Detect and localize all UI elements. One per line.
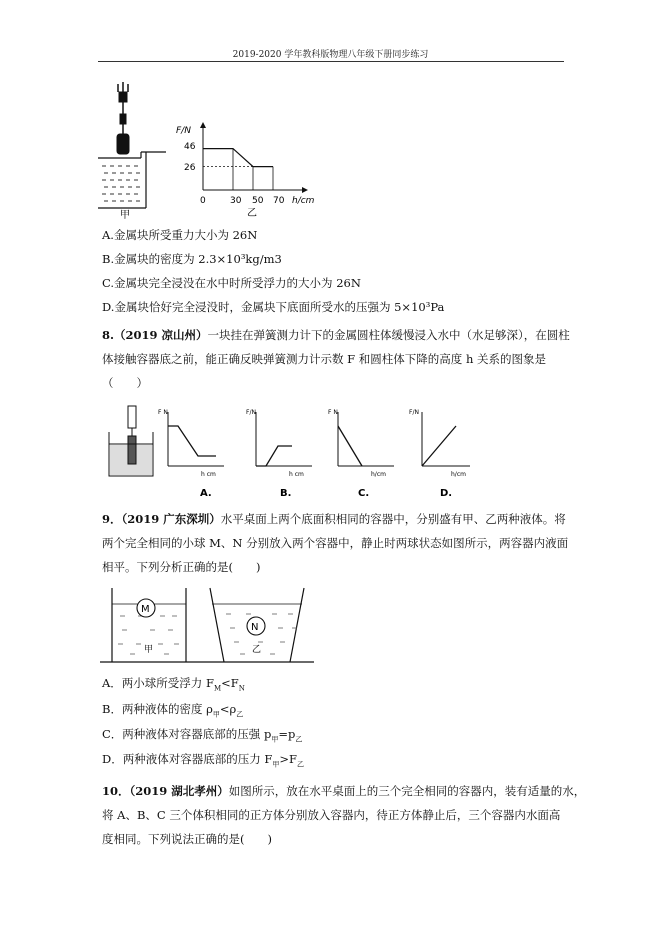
- q8-b-y-label: F/N: [246, 409, 256, 416]
- left-figure-label: 甲: [120, 210, 130, 220]
- y-axis-label: F/N: [176, 126, 191, 136]
- x-axis-label: h/cm: [292, 196, 315, 206]
- page-header: 2019-2020 学年教科版物理八年级下册同步练习: [232, 50, 429, 60]
- q10-line-1: [102, 784, 585, 798]
- y-tick-26: 26: [184, 163, 196, 173]
- f-h-graph: [176, 122, 315, 219]
- q9-option-a: A．两小球所受浮力 $F_M<F_N$: [102, 676, 245, 693]
- q8-c-x-label: h/cm: [371, 471, 386, 478]
- q8-line-1: [102, 328, 570, 342]
- q8-graph-b: [256, 412, 312, 466]
- q10-number: 10．: [102, 784, 130, 798]
- q8-a-x-label: h cm: [201, 471, 216, 478]
- ball-m-label: M: [141, 604, 150, 615]
- q10-source: （2019 湖北孝州）: [129, 784, 229, 798]
- q8-graph-d: [422, 412, 470, 466]
- q9-line-1: [102, 512, 566, 526]
- q8-line-3: （ ）: [102, 376, 148, 390]
- q7-option-a: A.金属块所受重力大小为 26N: [102, 228, 258, 242]
- q9-number: 9．: [102, 512, 122, 526]
- liquid-b-label: 乙: [252, 645, 262, 655]
- q7-option-b: B.金属块的密度为 2.3×10³kg/m3: [102, 252, 282, 266]
- q9-option-b: B．两种液体的密度 $\rho_甲<\rho_乙$: [102, 702, 244, 719]
- spring-scale-apparatus: [117, 82, 129, 154]
- q8-graph-a: [168, 412, 224, 466]
- f-h-series-line: [203, 149, 273, 167]
- x-tick-30: 30: [230, 196, 242, 206]
- x-tick-50: 50: [252, 196, 264, 206]
- q8-label-c: C.: [358, 488, 370, 499]
- q9-option-c: C．两种液体对容器底部的压强 $p_甲=p_乙$: [102, 727, 303, 744]
- ball-n-label: N: [251, 622, 259, 633]
- q9-source: （2019 广东深圳）: [121, 512, 221, 526]
- q8-figures: [106, 404, 476, 504]
- q8-a-y-label: F N: [158, 409, 168, 416]
- right-figure-label: 乙: [247, 208, 257, 219]
- x-tick-0: 0: [200, 196, 206, 206]
- q10-line-2: 将 A、B、C 三个体积相同的正方体分别放入容器内，待正方体静止后，三个容器内水面高: [102, 808, 561, 822]
- q9-line-2: 两个完全相同的小球 M、N 分别放入两个容器中，静止时两球状态如图所示，两容器内液面: [102, 536, 569, 550]
- q8-number: 8.: [102, 328, 115, 342]
- liquid-a-label: 甲: [144, 645, 154, 655]
- q9-line-3: 相平。下列分析正确的是( ): [102, 560, 261, 574]
- q8-d-y-label: F/N: [409, 409, 419, 416]
- q8-label-a: A.: [200, 488, 212, 499]
- q7-option-c: C.金属块完全浸没在水中时所受浮力的大小为 26N: [102, 276, 361, 290]
- header-divider: [98, 61, 564, 62]
- q8-b-x-label: h cm: [289, 471, 304, 478]
- q9-figure: [100, 586, 316, 666]
- q10-text-1: 如图所示，放在水平桌面上的三个完全相同的容器内，装有适量的水，: [228, 784, 586, 798]
- q7-option-d: D.金属块恰好完全浸没时，金属块下底面所受水的压强为 5×10³Pa: [102, 300, 445, 314]
- q10-line-3: 度相同。下列说法正确的是( ): [102, 832, 272, 846]
- water-tank: [98, 152, 166, 208]
- q8-label-d: D.: [440, 488, 453, 499]
- q8-beaker: [109, 406, 153, 476]
- q8-line-2: 体接触容器底之前，能正确反映弹簧测力计示数 F 和圆柱体下降的高度 h 关系的图象是: [102, 352, 547, 366]
- q8-graph-c: [338, 412, 394, 466]
- q8-text-1: 一块挂在弹簧测力计下的金属圆柱体缓慢浸入水中（水足够深），在圆柱: [207, 328, 570, 342]
- q9-text-1: 水平桌面上两个底面积相同的容器中，分别盛有甲、乙两种液体。将: [220, 512, 566, 526]
- y-tick-46: 46: [184, 142, 196, 152]
- x-tick-70: 70: [273, 196, 285, 206]
- q8-source: （2019 凉山州）: [114, 328, 208, 342]
- q8-d-x-label: h/cm: [451, 471, 466, 478]
- q8-label-b: B.: [280, 488, 292, 499]
- q9-option-d: D．两种液体对容器底部的压力 $F_甲>F_乙$: [102, 752, 304, 769]
- q7-figure: [96, 78, 326, 220]
- q8-c-y-label: F N: [328, 409, 338, 416]
